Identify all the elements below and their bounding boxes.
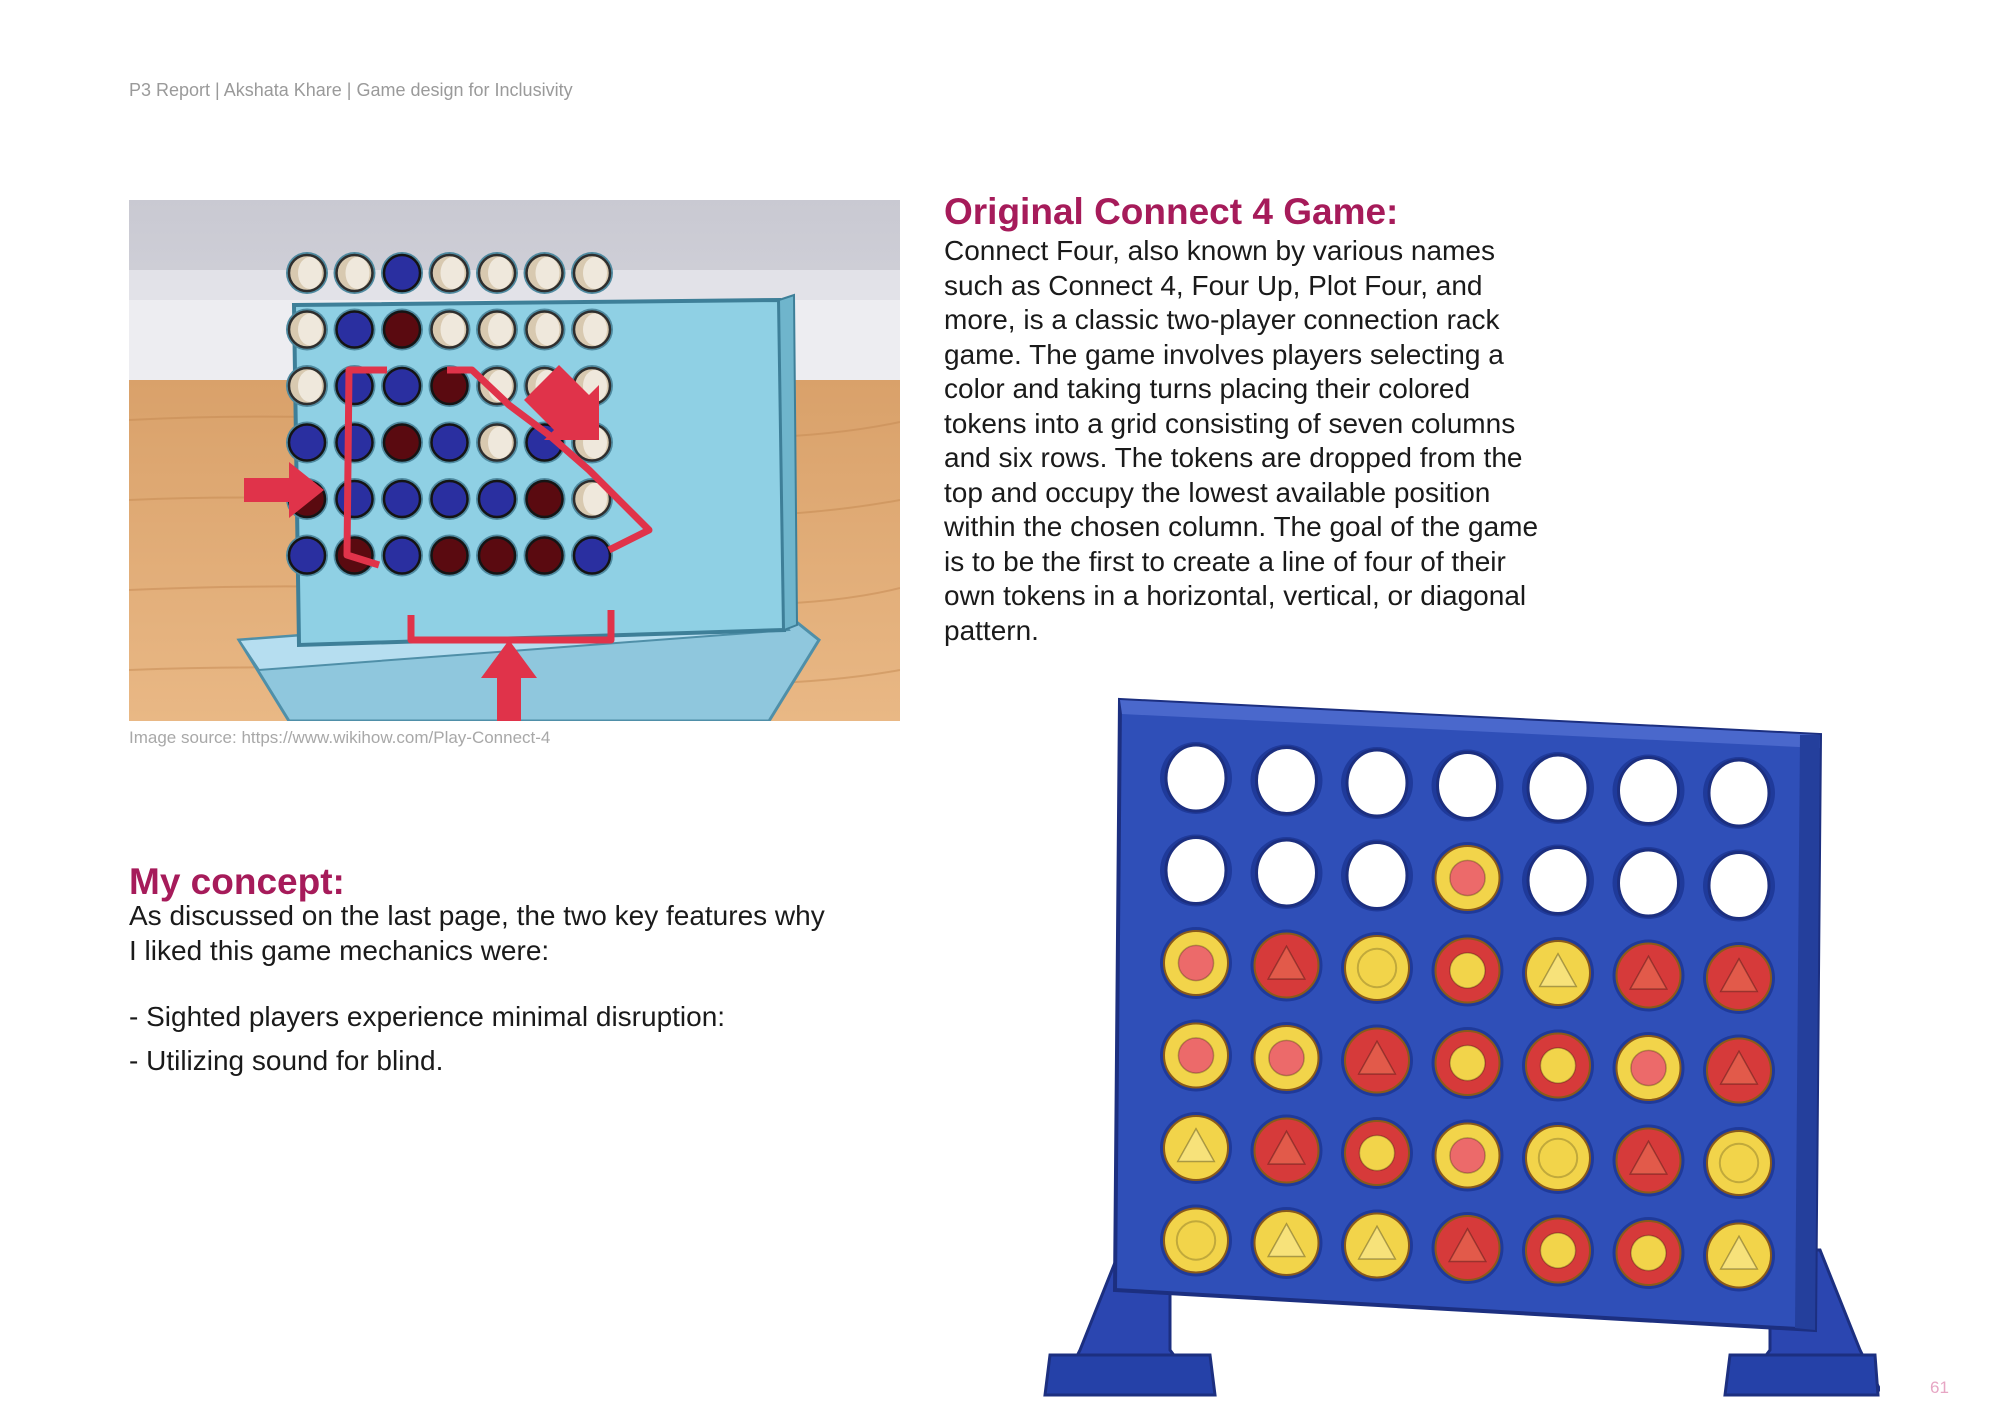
illustration-slot-empty [429,309,471,351]
board-slot-yellow [1522,1122,1594,1194]
board-slot-yellow-red [1432,1120,1504,1192]
illustration-slot-navy [286,422,328,464]
board-slot-empty [1613,847,1685,919]
board-slot-yellow [1341,932,1413,1004]
illustration-slot-empty [286,365,328,407]
board-slot-red-yellow [1432,1027,1504,1099]
image-source-caption: Image source: https://www.wikihow.com/Play-Connect-4 [129,728,551,747]
board-slot-red-yellow [1341,1117,1413,1189]
board-slot-yellow [1703,1127,1775,1199]
board-slot-red-yellow [1522,1215,1594,1287]
illustration-slot-empty [476,365,518,407]
board-slot-red-tri [1251,930,1323,1002]
board-slot-empty [1613,755,1685,827]
key-feature-item: - Sighted players experience minimal disruption: [129,1001,726,1032]
illustration-slot-navy [381,535,423,577]
board-slot-empty [1432,750,1504,822]
board-slot-empty [1251,837,1323,909]
illustration-slot-navy [334,478,376,520]
running-header: P3 Report | Akshata Khare | Game design for Inclusivity [129,80,573,100]
page-number: 61 [1930,1378,1949,1397]
board-slot-empty [1522,845,1594,917]
board-slot-red-tri [1341,1025,1413,1097]
board-slot-red-tri [1432,1212,1504,1284]
illustration-slot-empty [524,252,566,294]
board-slot-empty [1703,850,1775,922]
board-slot-empty [1251,745,1323,817]
key-features-list [129,1000,725,1088]
board-slot-yellow-red [1160,927,1232,999]
board-slot-yellow-tri [1522,937,1594,1009]
board-slot-yellow-red [1613,1032,1685,1104]
board-slot-yellow-tri [1703,1220,1775,1292]
board-slot-empty [1160,742,1232,814]
illustration-slot-empty [571,309,613,351]
illustration-slot-empty [476,252,518,294]
board-slot-yellow-red [1251,1022,1323,1094]
illustration-slot-dark [381,422,423,464]
board-slot-yellow-tri [1160,1112,1232,1184]
illustration-slot-navy [334,422,376,464]
illustration-slot-navy [571,535,613,577]
board-slot-yellow-red [1160,1020,1232,1092]
board-slot-yellow-tri [1341,1210,1413,1282]
board-slot-empty [1522,752,1594,824]
illustration-slot-dark [524,535,566,577]
illustration-slot-navy [381,365,423,407]
illustration-slot-navy [429,478,471,520]
illustration-slot-navy [476,478,518,520]
board-slot-empty [1703,757,1775,829]
illustration-slot-dark [429,535,471,577]
illustration-slot-dark [381,309,423,351]
illustration-slot-navy [286,535,328,577]
board-slot-red-tri [1703,1035,1775,1107]
board-slot-red-tri [1613,1125,1685,1197]
connect4-illustration [129,200,900,721]
my-concept-heading: My concept: [129,861,345,902]
illustration-slot-empty [476,422,518,464]
illustration-slot-dark [524,478,566,520]
board-slot-yellow-red [1432,842,1504,914]
board-slot-red-tri [1613,940,1685,1012]
illustration-slot-empty [429,252,471,294]
board-slot-empty [1341,747,1413,819]
connect4-board-photo [1040,690,1880,1402]
board-slot-yellow [1160,1205,1232,1277]
board-slot-red-yellow [1613,1217,1685,1289]
illustration-slot-empty [571,252,613,294]
original-game-heading: Original Connect 4 Game: [944,191,1399,232]
board-slot-red-yellow [1432,935,1504,1007]
illustration-slot-navy [381,478,423,520]
original-game-description: Connect Four, also known by various names such as Connect 4, Four Up, Plot Four, and more, is a classic two-player connection rack game. The game involves players selecting a color and taking turns placing their colored tokens into a grid consisting of seven columns and six rows. The tokens are dropped from the top and occupy the lowest available position within the chosen column. The goal of the game is to be the first to create a line of four of their own tokens in a horizontal, vertical, or diagonal pattern. [944,235,1539,646]
illustration-slot-empty [334,252,376,294]
illustration-slot-dark [476,535,518,577]
board-slot-red-tri [1251,1115,1323,1187]
board-slot-empty [1160,835,1232,907]
my-concept-description: As discussed on the last page, the two key features why I liked this game mechanics were: [129,900,825,966]
board-slot-red-yellow [1522,1030,1594,1102]
board-slot-red-tri [1703,942,1775,1014]
board-slot-yellow-tri [1251,1207,1323,1279]
key-feature-item: - Utilizing sound for blind. [129,1045,444,1076]
illustration-slot-navy [429,422,471,464]
illustration-slot-empty [286,309,328,351]
illustration-slot-navy [334,309,376,351]
board-slot-empty [1341,840,1413,912]
illustration-slot-navy [381,252,423,294]
illustration-slot-empty [286,252,328,294]
illustration-slot-empty [524,309,566,351]
illustration-slot-empty [476,309,518,351]
